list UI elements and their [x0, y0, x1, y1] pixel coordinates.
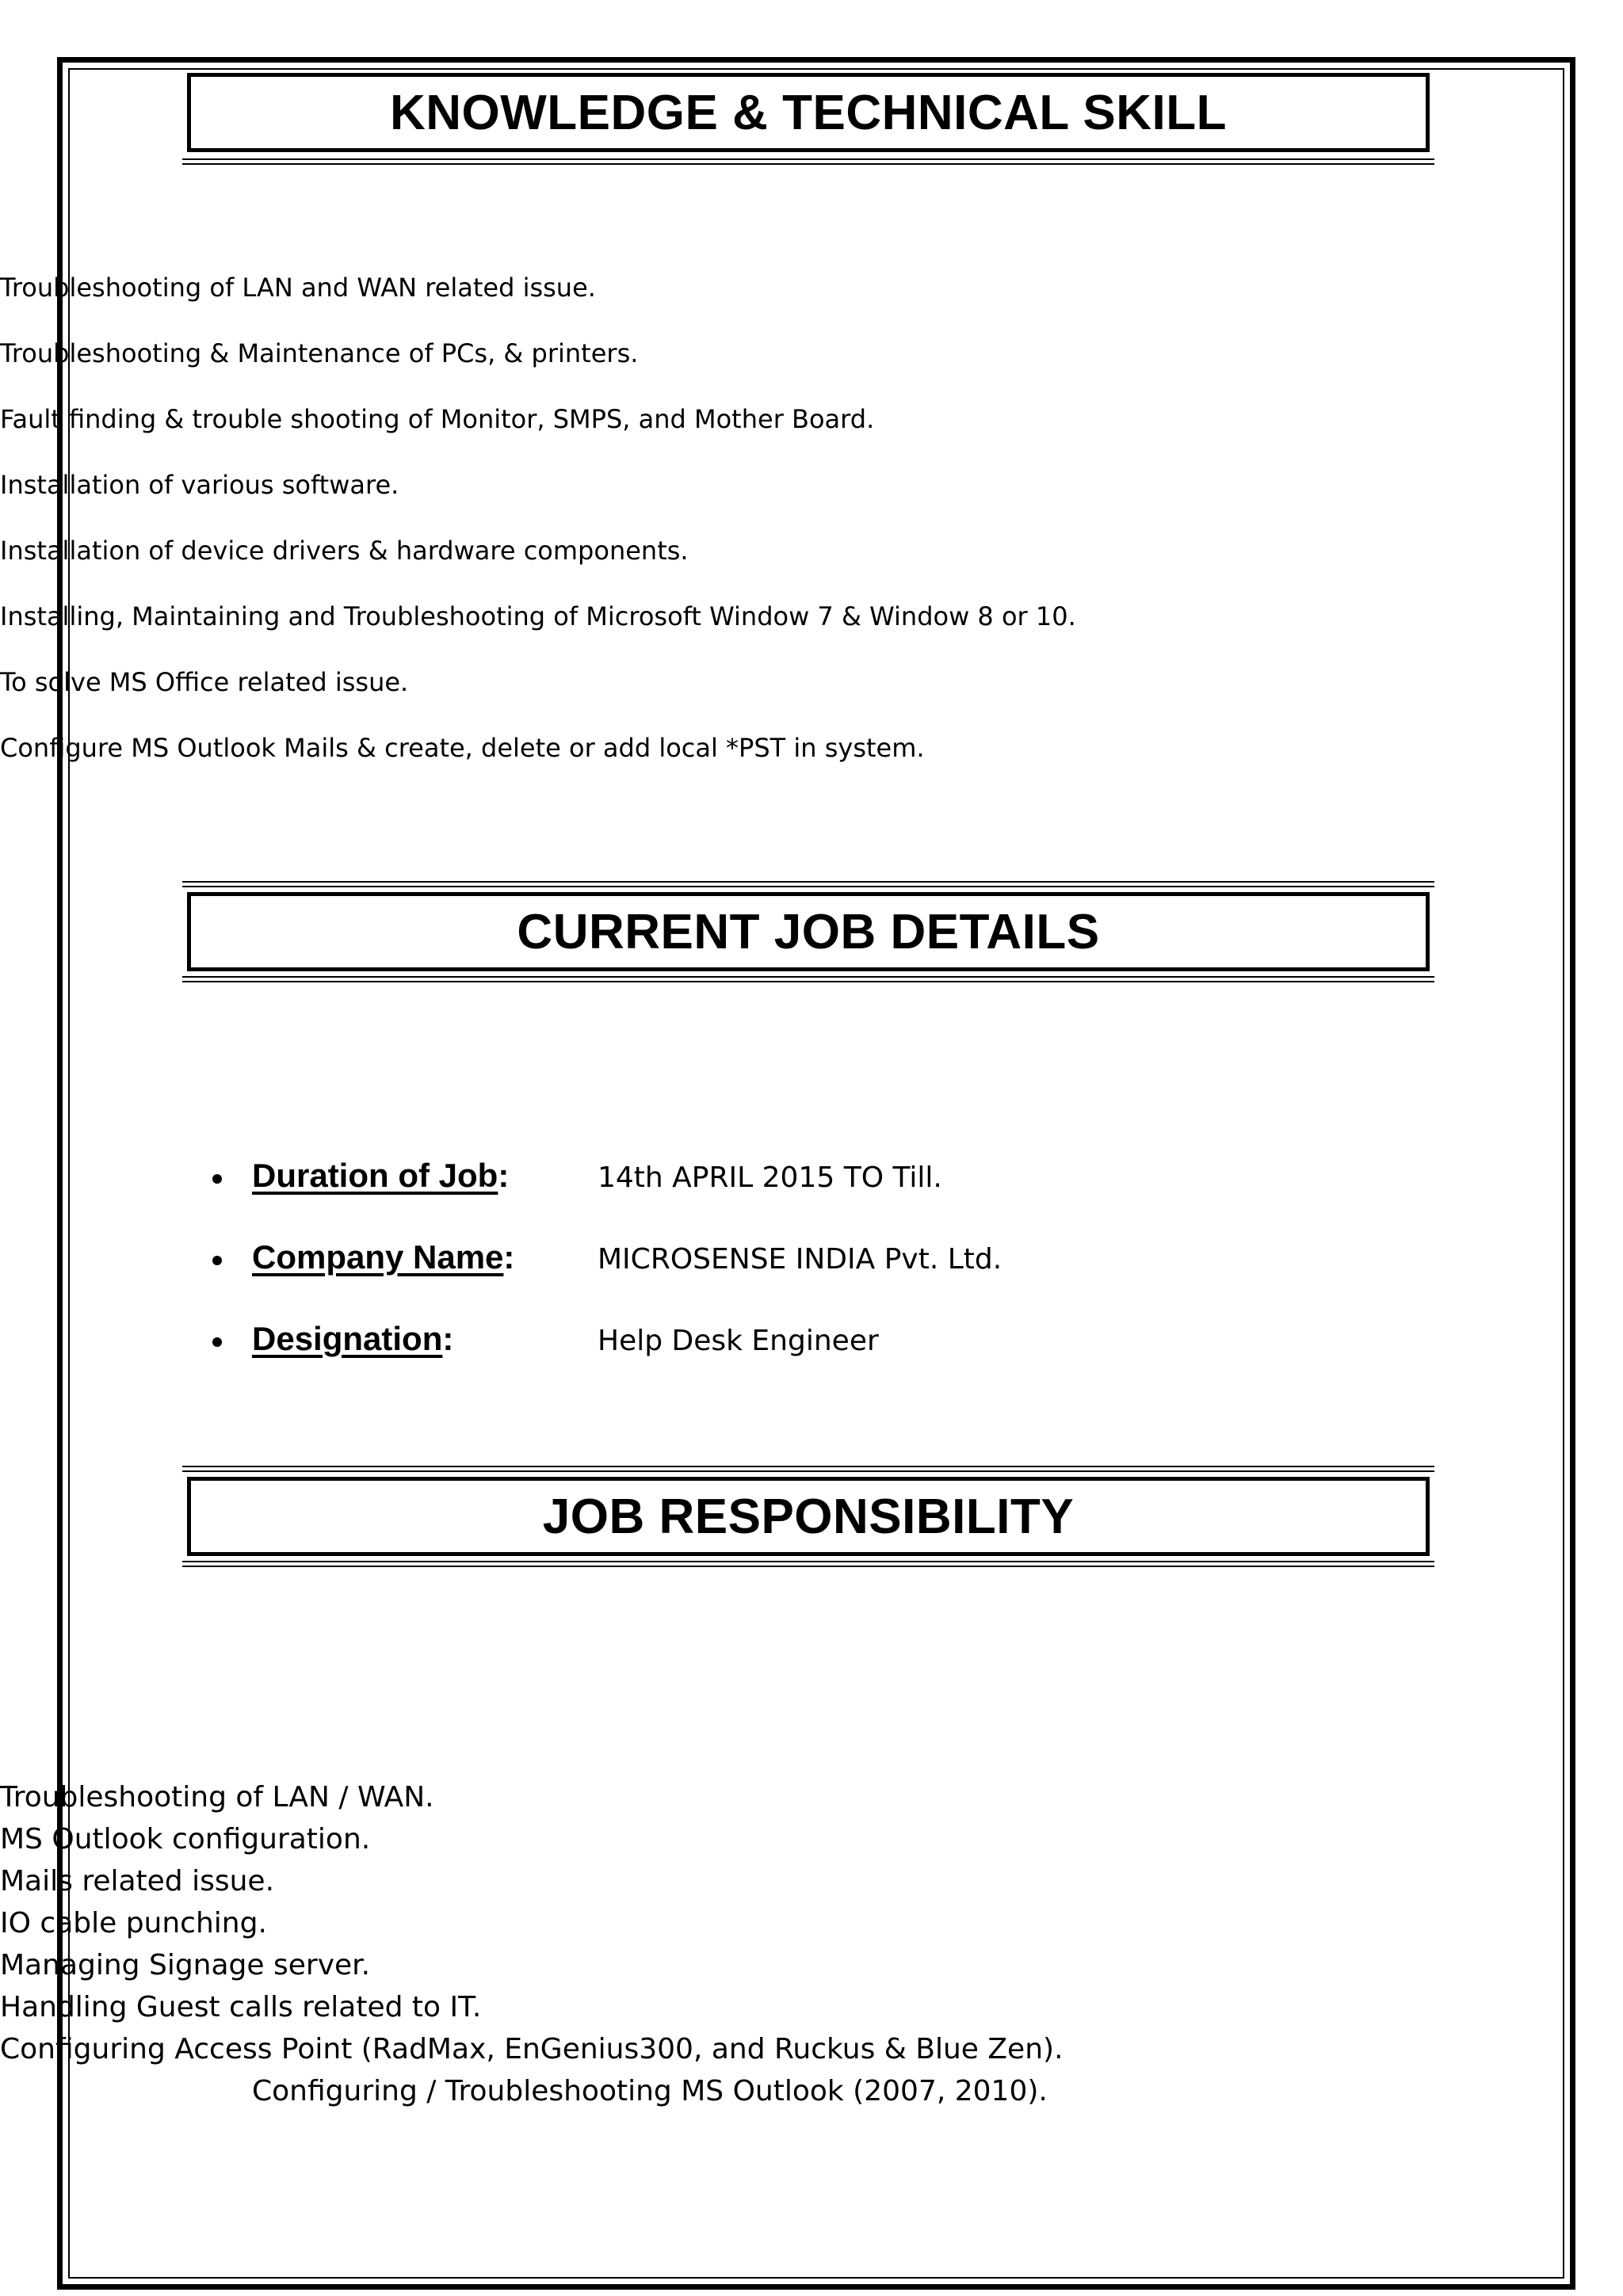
- list-item: [0, 1907, 267, 1939]
- list-item-continuation: Configuring / Troubleshooting MS Outlook (2007, 2010).: [252, 2075, 1048, 2107]
- company-name-label: Company Name:: [252, 1238, 515, 1276]
- skills-heading-text: KNOWLEDGE & TECHNICAL SKILL: [390, 85, 1227, 140]
- list-item-text: Installation of device drivers & hardware components.: [0, 536, 689, 566]
- job-duration-label: Duration of Job:: [252, 1157, 510, 1194]
- list-item: [0, 601, 1076, 631]
- list-item-text: Troubleshooting & Maintenance of PCs, & printers.: [0, 338, 639, 368]
- designation-label: Designation:: [252, 1320, 454, 1357]
- list-item-text: IO cable punching.: [0, 1907, 267, 1939]
- responsibility-heading-text: JOB RESPONSIBILITY: [542, 1489, 1075, 1544]
- list-item-text: Installation of various software.: [0, 470, 399, 500]
- responsibility-rule-top: [182, 1466, 1434, 1472]
- list-item-text: Fault finding & trouble shooting of Monitor, SMPS, and Mother Board.: [0, 404, 875, 434]
- list-item: [0, 338, 638, 368]
- list-item: [0, 1991, 481, 2023]
- responsibility-rule-bottom: [182, 1561, 1434, 1567]
- bullet-icon: [212, 1337, 222, 1347]
- list-item-text: MS Outlook configuration.: [0, 1823, 371, 1855]
- list-item: [0, 470, 399, 500]
- bullet-icon: [212, 1174, 222, 1184]
- list-item: [0, 536, 689, 566]
- list-item: [0, 1823, 370, 1855]
- list-item-text: Installing, Maintaining and Troubleshooting of Microsoft Window 7 & Window 8 or 10.: [0, 601, 1076, 631]
- list-item: [0, 2033, 1064, 2065]
- list-item: [0, 733, 925, 763]
- list-item-text: Mails related issue.: [0, 1865, 275, 1897]
- list-item-text: Managing Signage server.: [0, 1949, 371, 1981]
- current-job-heading-text: CURRENT JOB DETAILS: [517, 904, 1100, 959]
- list-item: [0, 1781, 434, 1814]
- list-item-text: Troubleshooting of LAN / WAN.: [0, 1781, 434, 1814]
- list-item: [0, 273, 596, 303]
- list-item-text: Handling Guest calls related to IT.: [0, 1991, 482, 2023]
- list-item-text: To solve MS Office related issue.: [0, 667, 409, 697]
- bullet-icon: [212, 1256, 222, 1265]
- list-item: [0, 1949, 370, 1981]
- designation-value: Help Desk Engineer: [598, 1325, 879, 1357]
- current-job-rule-top: [182, 881, 1434, 887]
- skills-heading: [187, 73, 1430, 152]
- list-item-text: Troubleshooting of LAN and WAN related issue.: [0, 273, 596, 303]
- current-job-heading: [187, 892, 1430, 971]
- list-item-text: Configuring Access Point (RadMax, EnGenius300, and Ruckus & Blue Zen).: [0, 2033, 1064, 2065]
- company-name-value: MICROSENSE INDIA Pvt. Ltd.: [598, 1243, 1002, 1276]
- job-duration-value: 14th APRIL 2015 TO Till.: [598, 1161, 942, 1194]
- list-item-text: Configure MS Outlook Mails & create, delete or add local *PST in system.: [0, 733, 925, 763]
- list-item: [0, 667, 408, 697]
- current-job-rule-bottom: [182, 976, 1434, 982]
- list-item: [0, 404, 874, 434]
- skills-heading-rule: [182, 158, 1434, 165]
- responsibility-heading: [187, 1477, 1430, 1556]
- list-item: [0, 1865, 274, 1897]
